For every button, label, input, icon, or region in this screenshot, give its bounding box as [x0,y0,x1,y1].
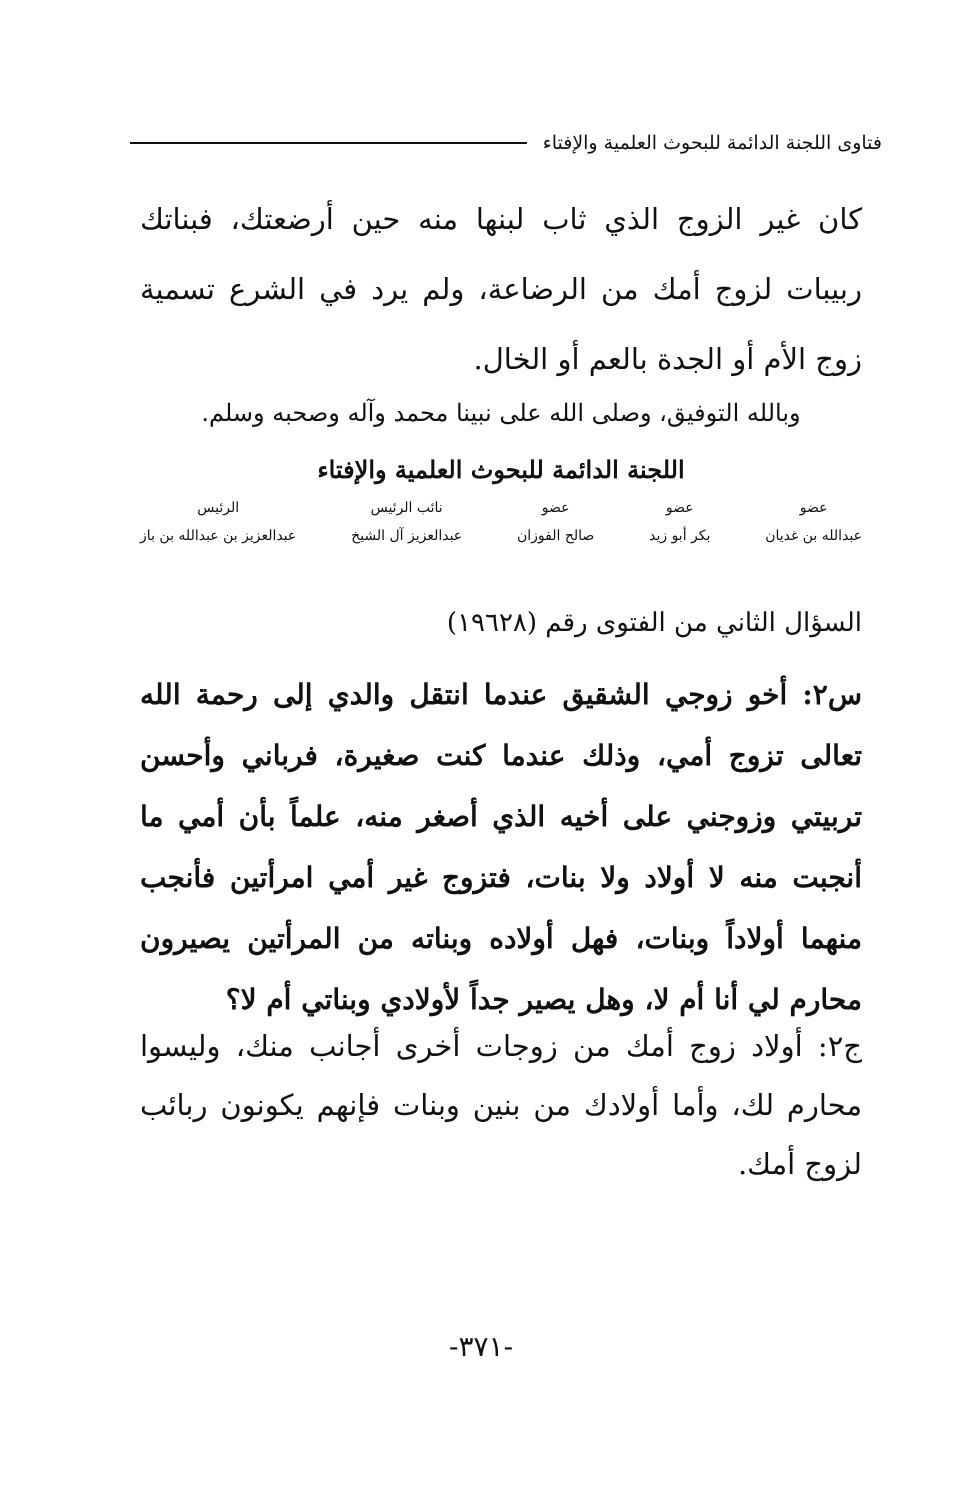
signature-president [140,500,296,544]
signature-name: بكر أبو زيد [649,528,711,544]
page-number: -٣٧١- [448,1330,514,1363]
signature-role: عضو [799,500,828,516]
signature-role: الرئيس [197,500,240,516]
signature-role: نائب الرئيس [370,500,443,516]
header-rule [130,142,527,144]
closing-formula: وبالله التوفيق، وصلى الله على نبينا محمد وآله وصحبه وسلم. [201,399,801,427]
signature-role: عضو [541,500,570,516]
signature-member-1 [765,500,862,544]
signature-name: عبدالعزيز آل الشيخ [351,528,463,544]
signature-role: عضو [665,500,694,516]
signature-name: صالح الفوزان [516,528,595,544]
signature-name: عبدالله بن غديان [765,528,862,544]
committee-title: اللجنة الدائمة للبحوث العلمية والإفتاء [317,455,685,484]
signature-member-2 [649,500,710,544]
question-paragraph: س٢: أخو زوجي الشقيق عندما انتقل والدي إلى رحمة الله تعالى تزوج أمي، وذلك عندما كنت صغيرة، فرباني وأحسن تربيتي وزوجني على أخيه الذي أصغر منه، علماً بأن أمي ما أنجبت منه لا أولاد ولا بنات، فتزوج غير أمي امرأتين فأنجب منهما أولاداً وبنات، فهل أولاده وبناته من المرأتين يصيرون محارم لي أنا أم لا، وهل يصير جداً لأولادي وبناتي أم لا؟ [140,678,862,1016]
answer-paragraph: ج٢: أولاد زوج أمك من زوجات أخرى أجانب منك، وليسوا محارم لك، وأما أولادك من بنين وبنات فإنهم يكونون ربائب لزوج أمك. [140,1029,862,1181]
signature-name: عبدالعزيز بن عبدالله بن باز [140,528,297,544]
signature-member-3 [517,500,594,544]
fatwa-heading: السؤال الثاني من الفتوى رقم (١٩٦٢٨) [446,608,862,638]
continuation-paragraph: كان غير الزوج الذي ثاب لبنها منه حين أرضعتك، فبناتك ربيبات لزوج أمك من الرضاعة، ولم يرد في الشرع تسمية زوج الأم أو الجدة بالعم أو الخال. [140,202,862,376]
running-header [130,132,882,154]
signature-block [140,500,862,544]
signature-vice-president [351,500,462,544]
running-title: فتاوى اللجنة الدائمة للبحوث العلمية والإفتاء [542,132,882,154]
